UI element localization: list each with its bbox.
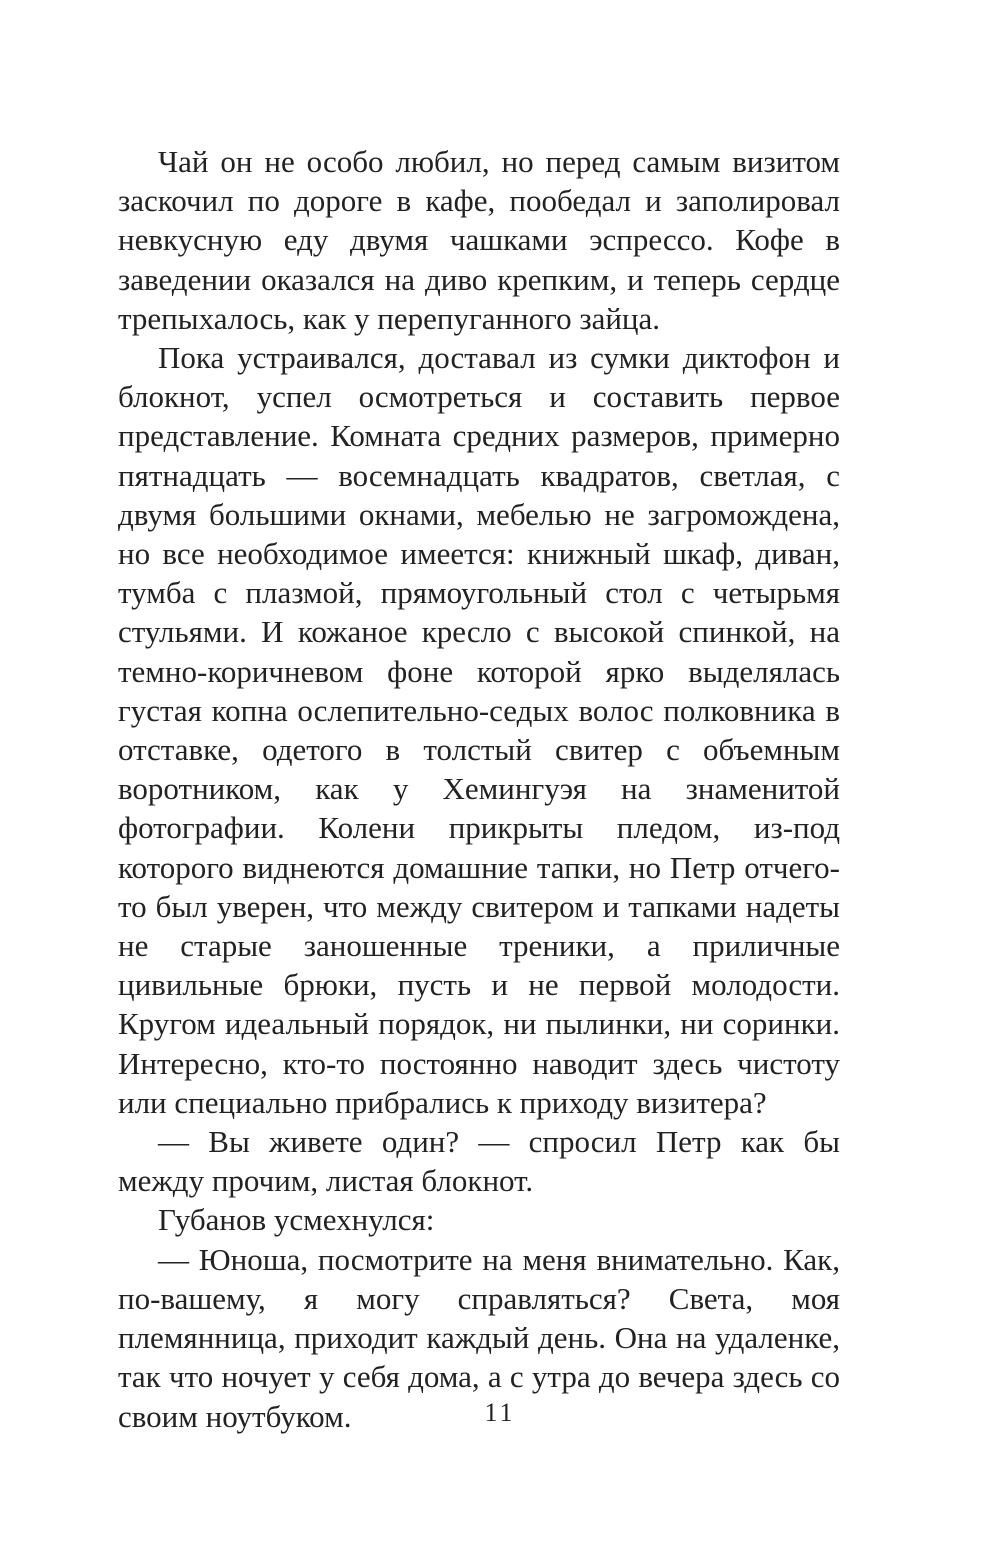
body-text	[118, 142, 840, 1436]
paragraph-3: — Вы живете один? — спросил Петр как бы между прочим, листая блокнот.	[118, 1124, 840, 1199]
paragraph-1: Чай он не особо любил, но перед самым визитом заскочил по дороге в кафе, пообедал и заполировал невкусную еду двумя чашками эспрессо. Кофе в заведении оказался на диво крепким, и теперь сердце трепыхалось, как у перепуганного зайца.	[118, 144, 840, 336]
paragraph-5: — Юноша, посмотрите на меня внимательно. Как, по-вашему, я могу справляться? Света, моя племянница, приходит каждый день. Она на удаленке, так что ночует у себя дома, а с утра до вечера здесь со своим ноутбуком.	[118, 1241, 840, 1434]
paragraph-4: Губанов усмехнулся:	[158, 1202, 435, 1238]
page-number: 11	[484, 1398, 516, 1427]
paragraph-2: Пока устраивался, доставал из сумки диктофон и блокнот, успел осмотреться и составить первое представление. Комната средних размеров, примерно пятнадцать — восемнадцать квадратов, светлая, с двумя большими окнами, мебелью не загромождена, но все необходимое имеется: книжный шкаф, диван, тумба с плазмой, прямоугольный стол с четырьмя стульями. И кожаное кресло с высокой спинкой, на темно-коричневом фоне которой ярко выделялась густая копна ослепительно-седых волос полковника в отставке, одетого в толстый свитер с объемным воротником, как у Хемингуэя на знаменитой фотографии. Колени прикрыты пледом, из-под которого виднеются домашние тапки, но Петр отчего-то был уверен, что между свитером и тапками надеты не старые заношенные треники, а приличные цивильные брюки, пусть и не первой молодости. Кругом идеальный порядок, ни пылинки, ни соринки. Интересно, кто-то постоянно наводит здесь чистоту или специально прибрались к приходу визитера?	[118, 340, 840, 1120]
